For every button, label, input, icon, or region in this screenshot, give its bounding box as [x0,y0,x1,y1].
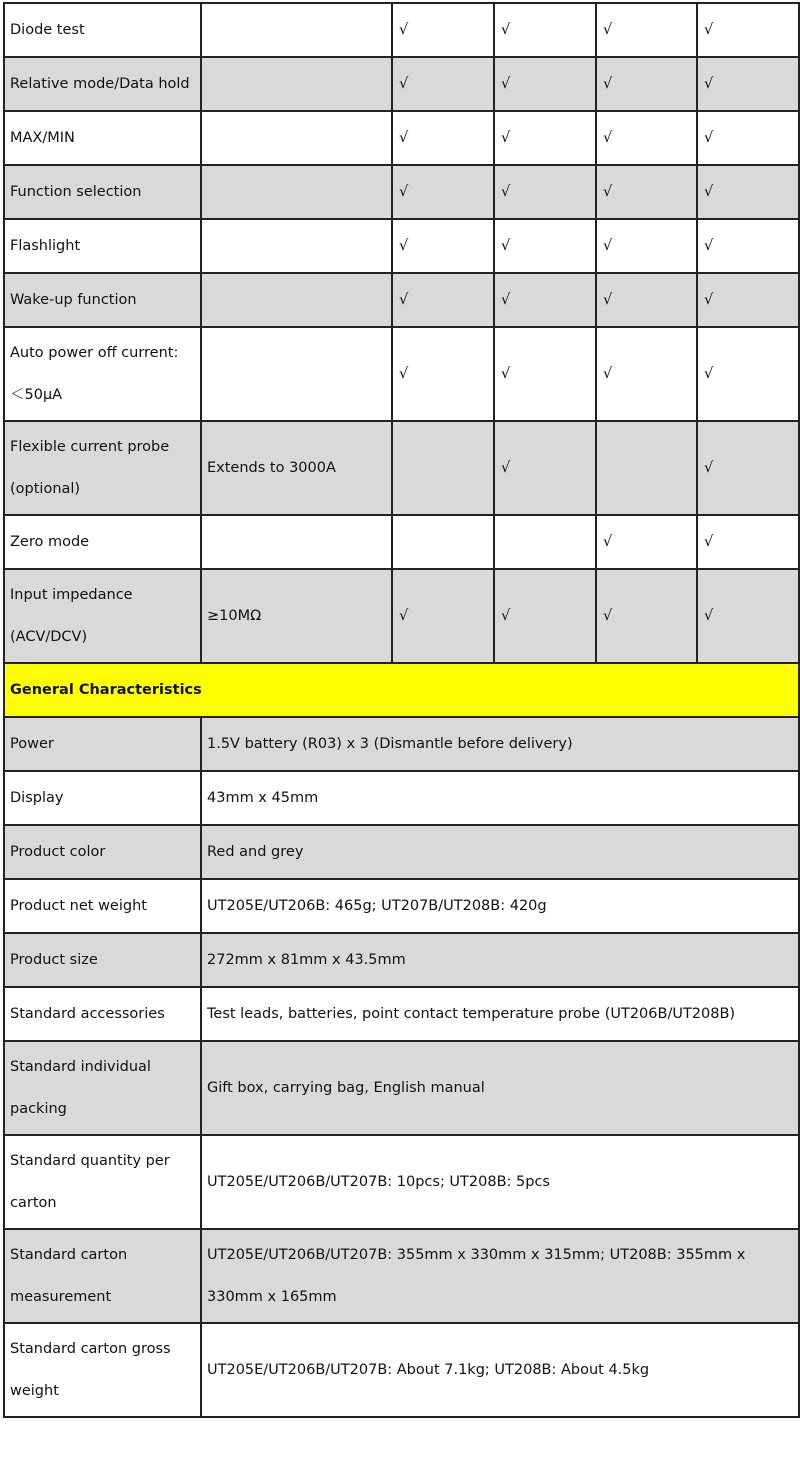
check-mark: √ [596,327,697,421]
feature-row-auto-power-off [4,327,799,421]
feature-name: Auto power off current: ＜50μA [4,327,201,421]
feature-note: Extends to 3000A [201,421,392,515]
feature-note [201,165,392,219]
check-mark: √ [494,57,596,111]
check-mark: √ [392,3,494,57]
check-mark: √ [596,111,697,165]
feature-name: Function selection [4,165,201,219]
feature-name: Zero mode [4,515,201,569]
general-value: 1.5V battery (R03) x 3 (Dismantle before delivery) [201,717,799,771]
check-mark: √ [392,165,494,219]
check-mark: √ [494,3,596,57]
feature-note: ≥10MΩ [201,569,392,663]
feature-name: Flexible current probe (optional) [4,421,201,515]
check-mark: √ [392,219,494,273]
general-label: Product size [4,933,201,987]
check-mark: √ [697,219,799,273]
check-mark: √ [494,273,596,327]
general-row-carton-measurement [4,1229,799,1323]
general-label: Standard accessories [4,987,201,1041]
check-mark: √ [494,421,596,515]
check-mark: √ [596,57,697,111]
general-value: Red and grey [201,825,799,879]
check-mark: √ [494,219,596,273]
feature-note [201,219,392,273]
check-mark: √ [697,515,799,569]
feature-row-input-impedance [4,569,799,663]
general-label: Product color [4,825,201,879]
feature-row-max-min [4,111,799,165]
general-row-display [4,771,799,825]
general-label: Power [4,717,201,771]
check-mark: √ [697,421,799,515]
spec-table [3,2,800,1418]
check-mark [596,421,697,515]
feature-name: Relative mode/Data hold [4,57,201,111]
section-title: General Characteristics [4,663,799,717]
check-mark: √ [697,57,799,111]
check-mark: √ [392,327,494,421]
general-value: UT205E/UT206B/UT207B: About 7.1kg; UT208B: About 4.5kg [201,1323,799,1417]
general-label: Display [4,771,201,825]
check-mark: √ [697,273,799,327]
check-mark: √ [392,57,494,111]
check-mark [392,421,494,515]
general-value: UT205E/UT206B: 465g; UT207B/UT208B: 420g [201,879,799,933]
check-mark: √ [697,569,799,663]
general-label: Standard individual packing [4,1041,201,1135]
feature-note [201,273,392,327]
feature-row-diode-test [4,3,799,57]
feature-note [201,111,392,165]
feature-note [201,3,392,57]
check-mark: √ [697,327,799,421]
check-mark: √ [596,515,697,569]
feature-note [201,327,392,421]
feature-name: Wake-up function [4,273,201,327]
general-characteristics-header [4,663,799,717]
feature-row-flexible-probe [4,421,799,515]
general-value: Gift box, carrying bag, English manual [201,1041,799,1135]
general-label: Product net weight [4,879,201,933]
general-row-product-color [4,825,799,879]
feature-name: MAX/MIN [4,111,201,165]
check-mark: √ [596,3,697,57]
general-value: UT205E/UT206B/UT207B: 355mm x 330mm x 315mm; UT208B: 355mm x 330mm x 165mm [201,1229,799,1323]
general-row-power [4,717,799,771]
check-mark: √ [392,111,494,165]
check-mark: √ [494,569,596,663]
check-mark: √ [494,111,596,165]
feature-row-function-selection [4,165,799,219]
check-mark: √ [697,3,799,57]
feature-row-relative-mode [4,57,799,111]
check-mark: √ [596,569,697,663]
general-value: 43mm x 45mm [201,771,799,825]
feature-name: Input impedance (ACV/DCV) [4,569,201,663]
check-mark [494,515,596,569]
check-mark: √ [392,273,494,327]
check-mark [392,515,494,569]
check-mark: √ [392,569,494,663]
check-mark: √ [596,165,697,219]
feature-row-flashlight [4,219,799,273]
check-mark: √ [494,165,596,219]
check-mark: √ [494,327,596,421]
general-row-product-size [4,933,799,987]
general-row-quantity-per-carton [4,1135,799,1229]
general-row-carton-gross-weight [4,1323,799,1417]
check-mark: √ [596,219,697,273]
feature-row-wake-up [4,273,799,327]
feature-note [201,515,392,569]
check-mark: √ [596,273,697,327]
feature-name: Diode test [4,3,201,57]
general-label: Standard carton measurement [4,1229,201,1323]
general-value: 272mm x 81mm x 43.5mm [201,933,799,987]
general-value: Test leads, batteries, point contact temperature probe (UT206B/UT208B) [201,987,799,1041]
feature-name: Flashlight [4,219,201,273]
general-row-accessories [4,987,799,1041]
check-mark: √ [697,165,799,219]
general-label: Standard carton gross weight [4,1323,201,1417]
general-row-individual-packing [4,1041,799,1135]
check-mark: √ [697,111,799,165]
feature-note [201,57,392,111]
general-value: UT205E/UT206B/UT207B: 10pcs; UT208B: 5pcs [201,1135,799,1229]
feature-row-zero-mode [4,515,799,569]
general-label: Standard quantity per carton [4,1135,201,1229]
general-row-net-weight [4,879,799,933]
